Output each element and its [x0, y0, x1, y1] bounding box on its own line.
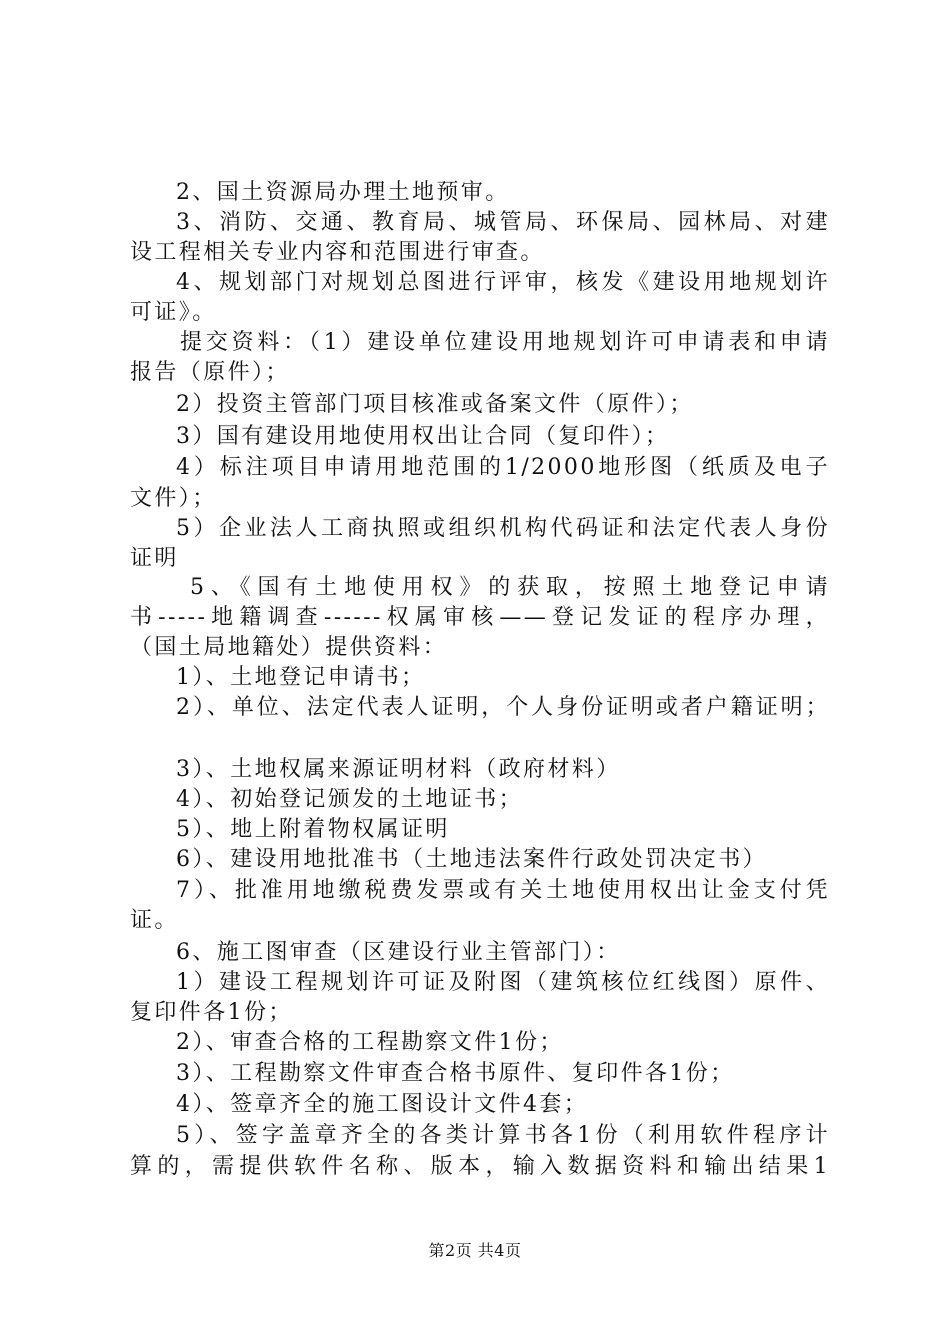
text-line: 证明: [130, 546, 179, 571]
text-line: 1）、土地登记申请书；: [176, 665, 426, 690]
text-line: 可证》。: [130, 300, 217, 325]
text-line: 2）、审查合格的工程勘察文件1份；: [176, 1030, 564, 1055]
text-line: 3）国有建设用地使用权出让合同（复印件）；: [176, 424, 670, 449]
text-line: 书-----地籍调查------权属审核——登记发证的程序办理，: [130, 605, 830, 630]
text-line: 5、《国有土地使用权》的获取，按照土地登记申请: [190, 575, 830, 600]
text-line: 报告（原件）；: [130, 360, 290, 385]
text-line: 4）标注项目申请用地范围的1/2000地形图（纸质及电子: [176, 455, 830, 480]
text-line: 设工程相关专业内容和范围进行审查。: [130, 240, 545, 265]
text-line: 2）、单位、法定代表人证明，个人身份证明或者户籍证明；: [176, 695, 830, 720]
text-line: 7）、批准用地缴税费发票或有关土地使用权出让金支付凭: [176, 878, 830, 903]
text-line: 提交资料：（1）建设单位建设用地规划许可申请表和申请: [180, 330, 830, 355]
text-line: 3）、工程勘察文件审查合格书原件、复印件各1份；: [176, 1061, 735, 1086]
text-line: 3、消防、交通、教育局、城管局、环保局、园林局、对建: [176, 210, 830, 235]
text-line: 复印件各1份；: [130, 1000, 293, 1025]
text-line: 证。: [130, 908, 179, 933]
text-line: 算的，需提供软件名称、版本，输入数据资料和输出结果1: [130, 1154, 830, 1179]
text-line: 2、国土资源局办理土地预审。: [176, 180, 510, 205]
text-line: 1）建设工程规划许可证及附图（建筑核位红线图）原件、: [176, 970, 830, 995]
text-line: 6、施工图审查（区建设行业主管部门）：: [176, 940, 621, 965]
text-line: 4）、签章齐全的施工图设计文件4套；: [176, 1092, 589, 1117]
text-line: 5）、地上附着物权属证明: [176, 817, 450, 842]
text-line: 6）、建设用地批准书（土地违法案件行政处罚决定书）: [176, 847, 767, 872]
text-line: 4、规划部门对规划总图进行评审，核发《建设用地规划许: [176, 270, 830, 295]
text-line: 2）投资主管部门项目核准或备案文件（原件）；: [176, 392, 694, 417]
text-line: 4）、初始登记颁发的土地证书；: [176, 787, 523, 812]
text-line: 5）、签字盖章齐全的各类计算书各1份（利用软件程序计: [176, 1123, 830, 1148]
text-line: 文件）；: [130, 486, 217, 511]
text-line: （国土局地籍处）提供资料：: [130, 635, 448, 660]
page-footer: 第2页 共4页: [428, 1241, 522, 1260]
text-line: 3）、土地权属来源证明材料（政府材料）: [176, 757, 621, 782]
text-line: 5）企业法人工商执照或组织机构代码证和法定代表人身份: [176, 516, 830, 541]
